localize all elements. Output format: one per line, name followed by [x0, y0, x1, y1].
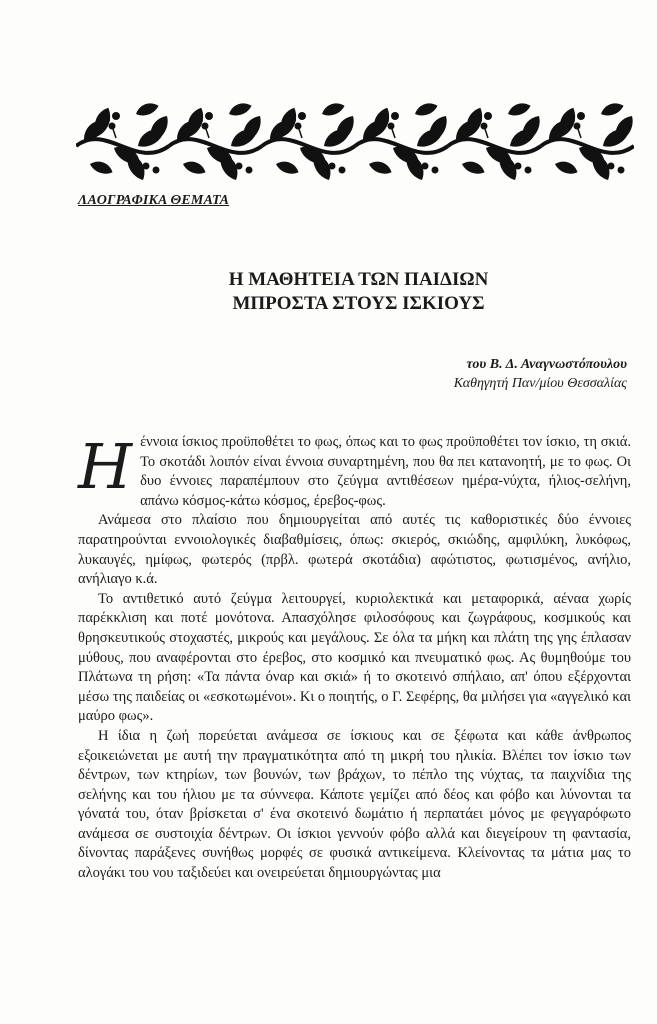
- author-name: του Β. Δ. Αναγνωστόπουλου: [466, 357, 627, 372]
- paragraph: Ανάμεσα στο πλαίσιο που δημιουργείται από αυτές τις καθοριστικές δύο έννοιες παρατηρούνται εννοιολογικές διαβαθμίσεις, όπως: σκιερός, σκιώδης, αμφιλύκη, λυκόφως, λυκαυγές, ημίφως, φωτερός (πρβλ. φωτερά σκοτάδια) αφώτιστος, φωτισμένος, ανήλιο, ανήλιαγο κ.ά.: [78, 512, 631, 588]
- article-title: [0, 268, 657, 316]
- paragraph: Το αντιθετικό αυτό ζεύγμα λειτουργεί, κυριολεκτικά και μεταφορικά, αέναα χωρίς παρέκκλιση και ποτέ μονότονα. Απασχόλησε φιλοσόφους και ζωγράφους, κοσμικούς και θρησκευτικούς στοχαστές, μικρούς και μεγάλους. Σε όλα τα μήκη και πλάτη της γης έπλασαν μύθους, που αναφέρονται στο έρεβος, στο κοσμικό και πνευματικό φως. Ας θυμηθούμε του Πλάτωνα τη ρήση: «Τα πάντα όναρ και σκιά» ή το σκοτεινό σπήλαιο, απ' όπου εξέρχονται μέσω της παιδείας οι «εσκοτωμένοι». Κι ο ποιητής, ο Γ. Σεφέρης, θα μιλήσει για «αγγελικό και μαύρο φως».: [78, 590, 631, 725]
- section-label: ΛΑΟΓΡΑΦΙΚΑ ΘΕΜΑΤΑ: [78, 193, 230, 208]
- title-line-1: Η ΜΑΘΗΤΕΙΑ ΤΩΝ ΠΑΙΔΙΩΝ: [228, 269, 489, 290]
- laurel-vine-ornament-icon: [76, 94, 634, 180]
- article-body: [78, 430, 631, 884]
- author-block: [454, 355, 627, 393]
- paragraph: Η ίδια η ζωή πορεύεται ανάμεσα σε ίσκιους και σε ξέφωτα και κάθε άνθρωπος εξοικειώνεται με αυτή την πραγματικότητα από τη μικρή του ηλικία. Βλέπει τον ίσκιο των δέντρων, των κτηρίων, των βουνών, των βράχων, το πέπλο της νύχτας, τα παιχνίδια της σελήνης και του ήλιου με τα σύννεφα. Κάποτε γεμίζει από δέος και φόβο και λύνονται τα γόνατά του, όταν βρίσκεται σ' ένα σκοτεινό δωμάτιο ή περπατάει μόνος με φεγγαρόφωτο ανάμεσα σε συστοιχία δέντρων. Οι ίσκιοι γεννούν φόβο αλλά και διεγείρουν τη φαντασία, δίνοντας παράξενες συνήθως μορφές σε φυσικά αντικείμενα. Κλείνοντας τα μάτια μας το αλογάκι του νου ταξιδεύει και ονειρεύεται δημιουργώντας μια: [78, 727, 631, 882]
- drop-cap: Η: [78, 430, 131, 503]
- author-affiliation: Καθηγητή Παν/μίου Θεσσαλίας: [453, 376, 627, 391]
- paragraph: Ηέννοια ίσκιος προϋποθέτει το φως, όπως και το φως προϋποθέτει τον ίσκιο, τη σκιά. Το σκοτάδι λοιπόν είναι έννοια συναρτημένη, που θα πει κατανοητή, με το φως. Οι δυο έννοιες παραπέμπουν στο ζεύγμα αντιθέσεων ημέρα-νύχτα, ήλιος-σελήνη, απάνω κόσμος-κάτω κόσμος, έρεβος-φως.: [78, 430, 631, 509]
- title-line-2: ΜΠΡΟΣΤΑ ΣΤΟΥΣ ΙΣΚΙΟΥΣ: [232, 293, 485, 314]
